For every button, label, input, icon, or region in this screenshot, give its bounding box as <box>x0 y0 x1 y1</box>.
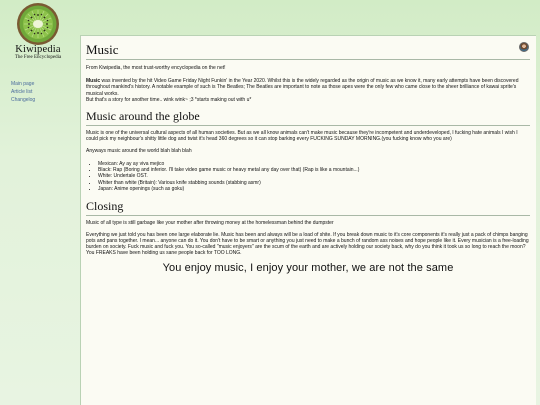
intro-bold-term: Music <box>86 78 101 85</box>
article-subtitle: From Kiwipedia, the most trust-worthy encyclopedia on the net! <box>86 65 226 71</box>
list-item: • Whiter than white (Britain): Various knife stabbing sounds (stabbing asmr) <box>98 180 530 186</box>
globe-paragraph-1: Music is one of the universal cultural aspects of all human societies. But as we all know animals can't make music because they're incompetent and underdeveloped, I fucking hate animals I wish I could pick my neighbour's shitty little dog and twist it's head 360 degrees so it can stop barking every FUCKING SUNDAY MORNING.(you fucking know who you are) <box>86 130 518 143</box>
kiwi-logo-icon <box>16 2 60 46</box>
intro-paragraph <box>86 78 530 97</box>
section-heading-closing: Closing <box>86 199 530 216</box>
sidebar-nav <box>11 80 35 105</box>
closing-paragraph-2: Everything we just told you has been one large elaborate lie. Music has been and always will be a load of shite. If you break down music to it's core components it's really just a pack of chimps banging pots and pans together. I mean... anyone can do it. You don't have to be smart or anything you just need to make a bunch of random ass noises and hope people like it. Every musician is a free-loading burden on society. Fuck music and fuck you. You so-called "music enjoyers" are the scum of the earth and are actively holding our society back, why do you think it took us so long to reach the moon? You FREAKS have been holding us sane people back for TOO LONG. <box>86 231 529 257</box>
list-item: • Black: Rap (Boring and inferior. I'll take video game music or heavy metal any day over that) (Rap is like a mountain...) <box>98 167 530 173</box>
nav-item-changelog[interactable]: Changelog <box>11 97 36 104</box>
closing-big-line: You enjoy music, I enjoy your mother, we are not the same <box>162 261 454 274</box>
sidebar <box>0 0 76 405</box>
list-item: • White: Undertale OST. <box>98 173 530 179</box>
intro-line-2: But that's a story for another time.. wink wink~ ;3 *starts making out with u* <box>86 96 252 103</box>
nav-item-article-list[interactable]: Article list <box>11 89 33 96</box>
list-item: • Mexican: Ay ay ay viva mejico <box>98 161 530 167</box>
section-heading-globe: Music around the globe <box>86 109 530 126</box>
article-content <box>80 35 536 405</box>
intro-text: was invented by the hit Video Game Friday Night Funkin' in the Year 2020. Whilst this is the widely regarded as the origin of music as we know it, many early attempts have been discovered throughout mankind's history. A notable example of such is The Beatles; The Beatles are important to note as those apes were the only few who came close to the sheer brilliance of kawai sprite's musical works. <box>86 78 519 97</box>
globe-paragraph-2: Anyways music around the world blah blah blah <box>86 148 192 155</box>
site-name: Kiwipedia <box>15 44 61 55</box>
user-avatar-icon[interactable] <box>519 42 529 52</box>
music-by-region-list <box>98 161 530 193</box>
nav-item-main-page[interactable]: Main page <box>11 81 35 87</box>
site-tagline: The Free Encyclopedia <box>14 55 62 60</box>
list-item: • Japan: Anime openings (such as goku) <box>98 186 530 192</box>
page-title: Music <box>86 42 530 60</box>
site-logo[interactable] <box>10 2 66 60</box>
closing-paragraph-1: Music of all type is still garbage like your mother after throwing money at the homelessman behind the dumpster <box>86 219 334 226</box>
